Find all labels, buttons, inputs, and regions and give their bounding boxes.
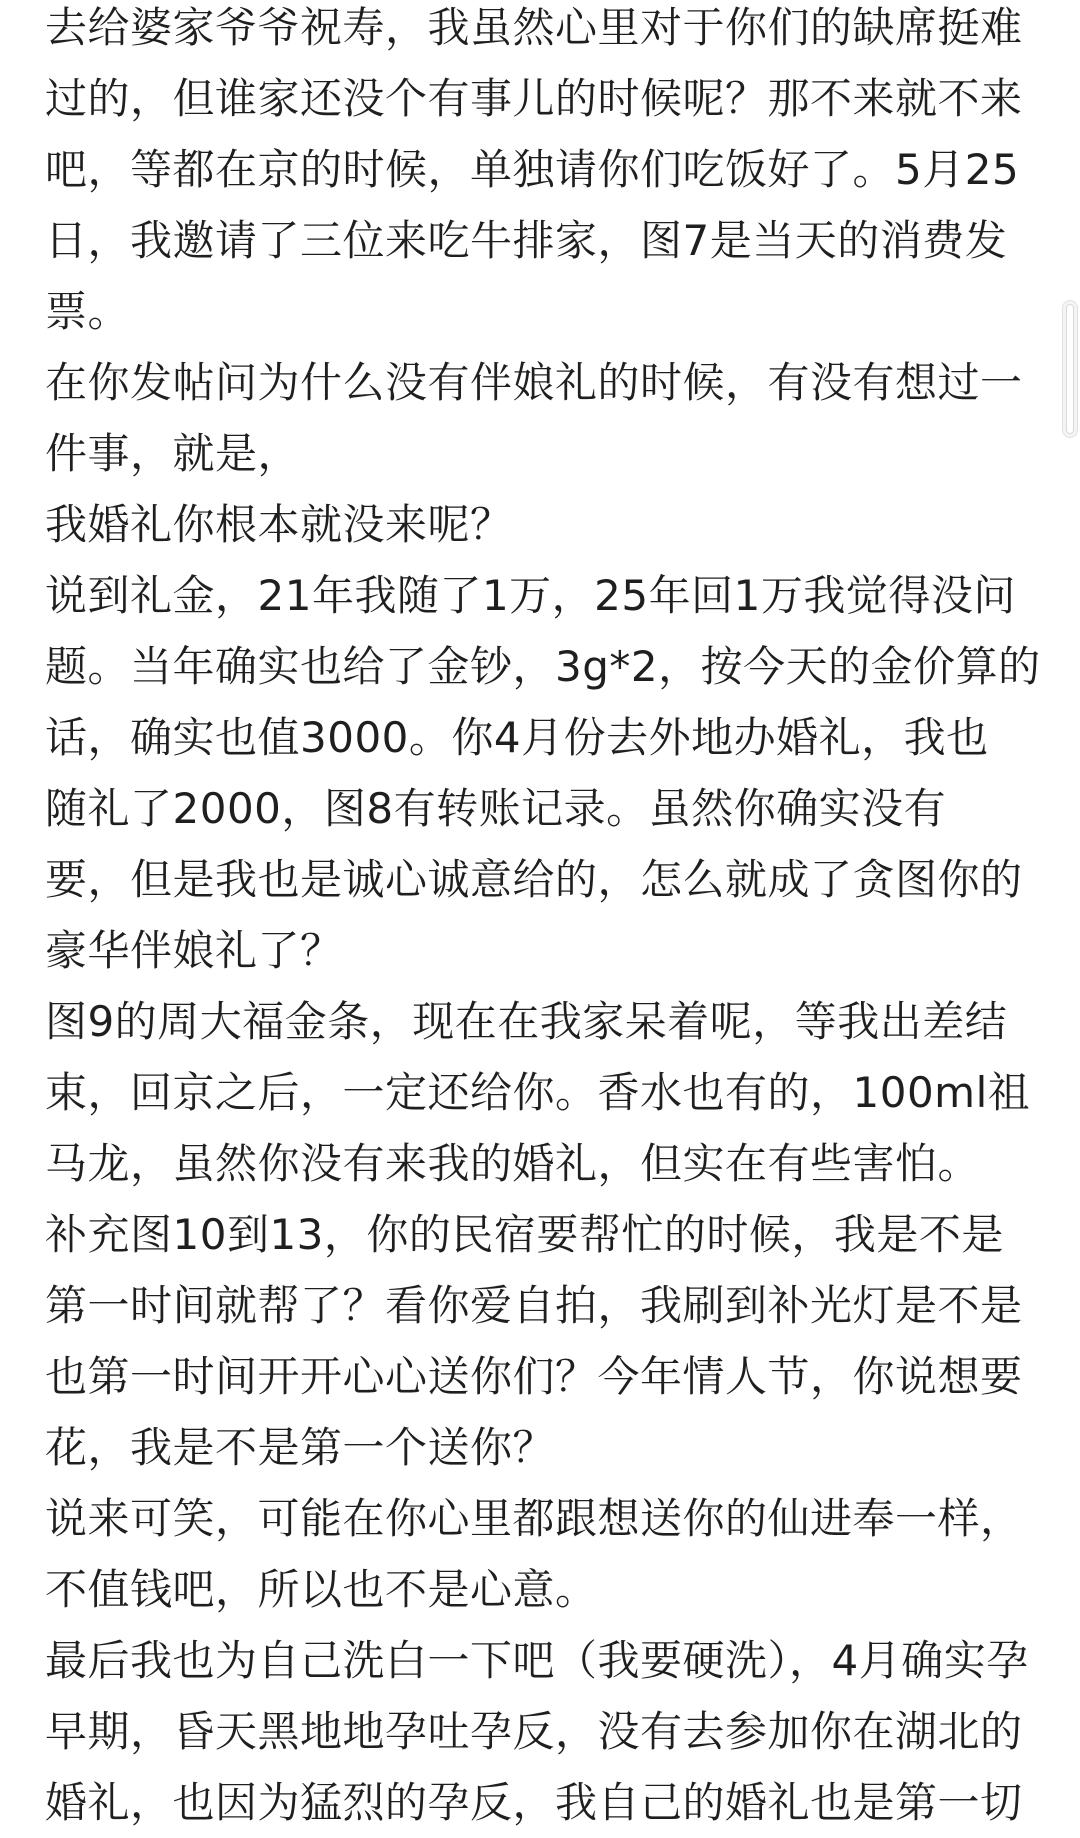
text-line: 日，我邀请了三位来吃牛排家，图7是当天的消费发: [45, 216, 1008, 265]
text-line: 吧，等都在京的时候，单独请你们吃饭好了。5月25: [45, 145, 1020, 194]
text-line: 束，回京之后，一定还给你。香水也有的，100ml祖: [45, 1068, 1031, 1117]
text-line: 婚礼，也因为猛烈的孕反，我自己的婚礼也是第一切: [45, 1778, 1023, 1827]
text-line: 要，但是我也是诚心诚意给的，怎么就成了贪图你的: [45, 855, 1023, 904]
text-line: 第一时间就帮了？看你爱自拍，我刷到补光灯是不是: [45, 1281, 1023, 1330]
text-line: 豪华伴娘礼了？: [45, 926, 343, 975]
text-line: 说来可笑，可能在你心里都跟想送你的仙进奉一样，: [45, 1494, 1023, 1543]
text-line: 补充图10到13，你的民宿要帮忙的时候，我是不是: [45, 1210, 1004, 1259]
text-line: 说到礼金，21年我随了1万，25年回1万我觉得没问: [45, 571, 1016, 620]
text-line: 不值钱吧，所以也不是心意。: [45, 1565, 598, 1614]
post-text-body: [45, 0, 1041, 1838]
text-line: 也第一时间开开心心送你们？今年情人节，你说想要: [45, 1352, 1023, 1401]
text-line: 过的，但谁家还没个有事儿的时候呢？那不来就不来: [45, 74, 1023, 123]
vertical-scrollbar[interactable]: [1062, 300, 1078, 438]
text-line: 随礼了2000，图8有转账记录。虽然你确实没有: [45, 784, 947, 833]
text-line: 马龙，虽然你没有来我的婚礼，但实在有些害怕。: [45, 1139, 981, 1188]
scrollbar-thumb[interactable]: [1066, 304, 1074, 434]
text-line: 在你发帖问为什么没有伴娘礼的时候，有没有想过一: [45, 358, 1023, 407]
text-line: 题。当年确实也给了金钞，3g*2，按今天的金价算的: [45, 642, 1041, 691]
text-line: 早期，昏天黑地地孕吐孕反，没有去参加你在湖北的: [45, 1707, 1023, 1756]
text-line: 件事，就是，: [45, 429, 301, 478]
text-line: 最后我也为自己洗白一下吧（我要硬洗），4月确实孕: [45, 1636, 1029, 1685]
text-line: 花，我是不是第一个送你？: [45, 1423, 556, 1472]
text-line: 我婚礼你根本就没来呢？: [45, 500, 513, 549]
text-line: 图9的周大福金条，现在在我家呆着呢，等我出差结: [45, 997, 1008, 1046]
text-line: 票。: [45, 287, 131, 336]
text-line: 去给婆家爷爷祝寿，我虽然心里对于你们的缺席挺难: [45, 3, 1023, 52]
text-line: 话，确实也值3000。你4月份去外地办婚礼，我也: [45, 713, 989, 762]
